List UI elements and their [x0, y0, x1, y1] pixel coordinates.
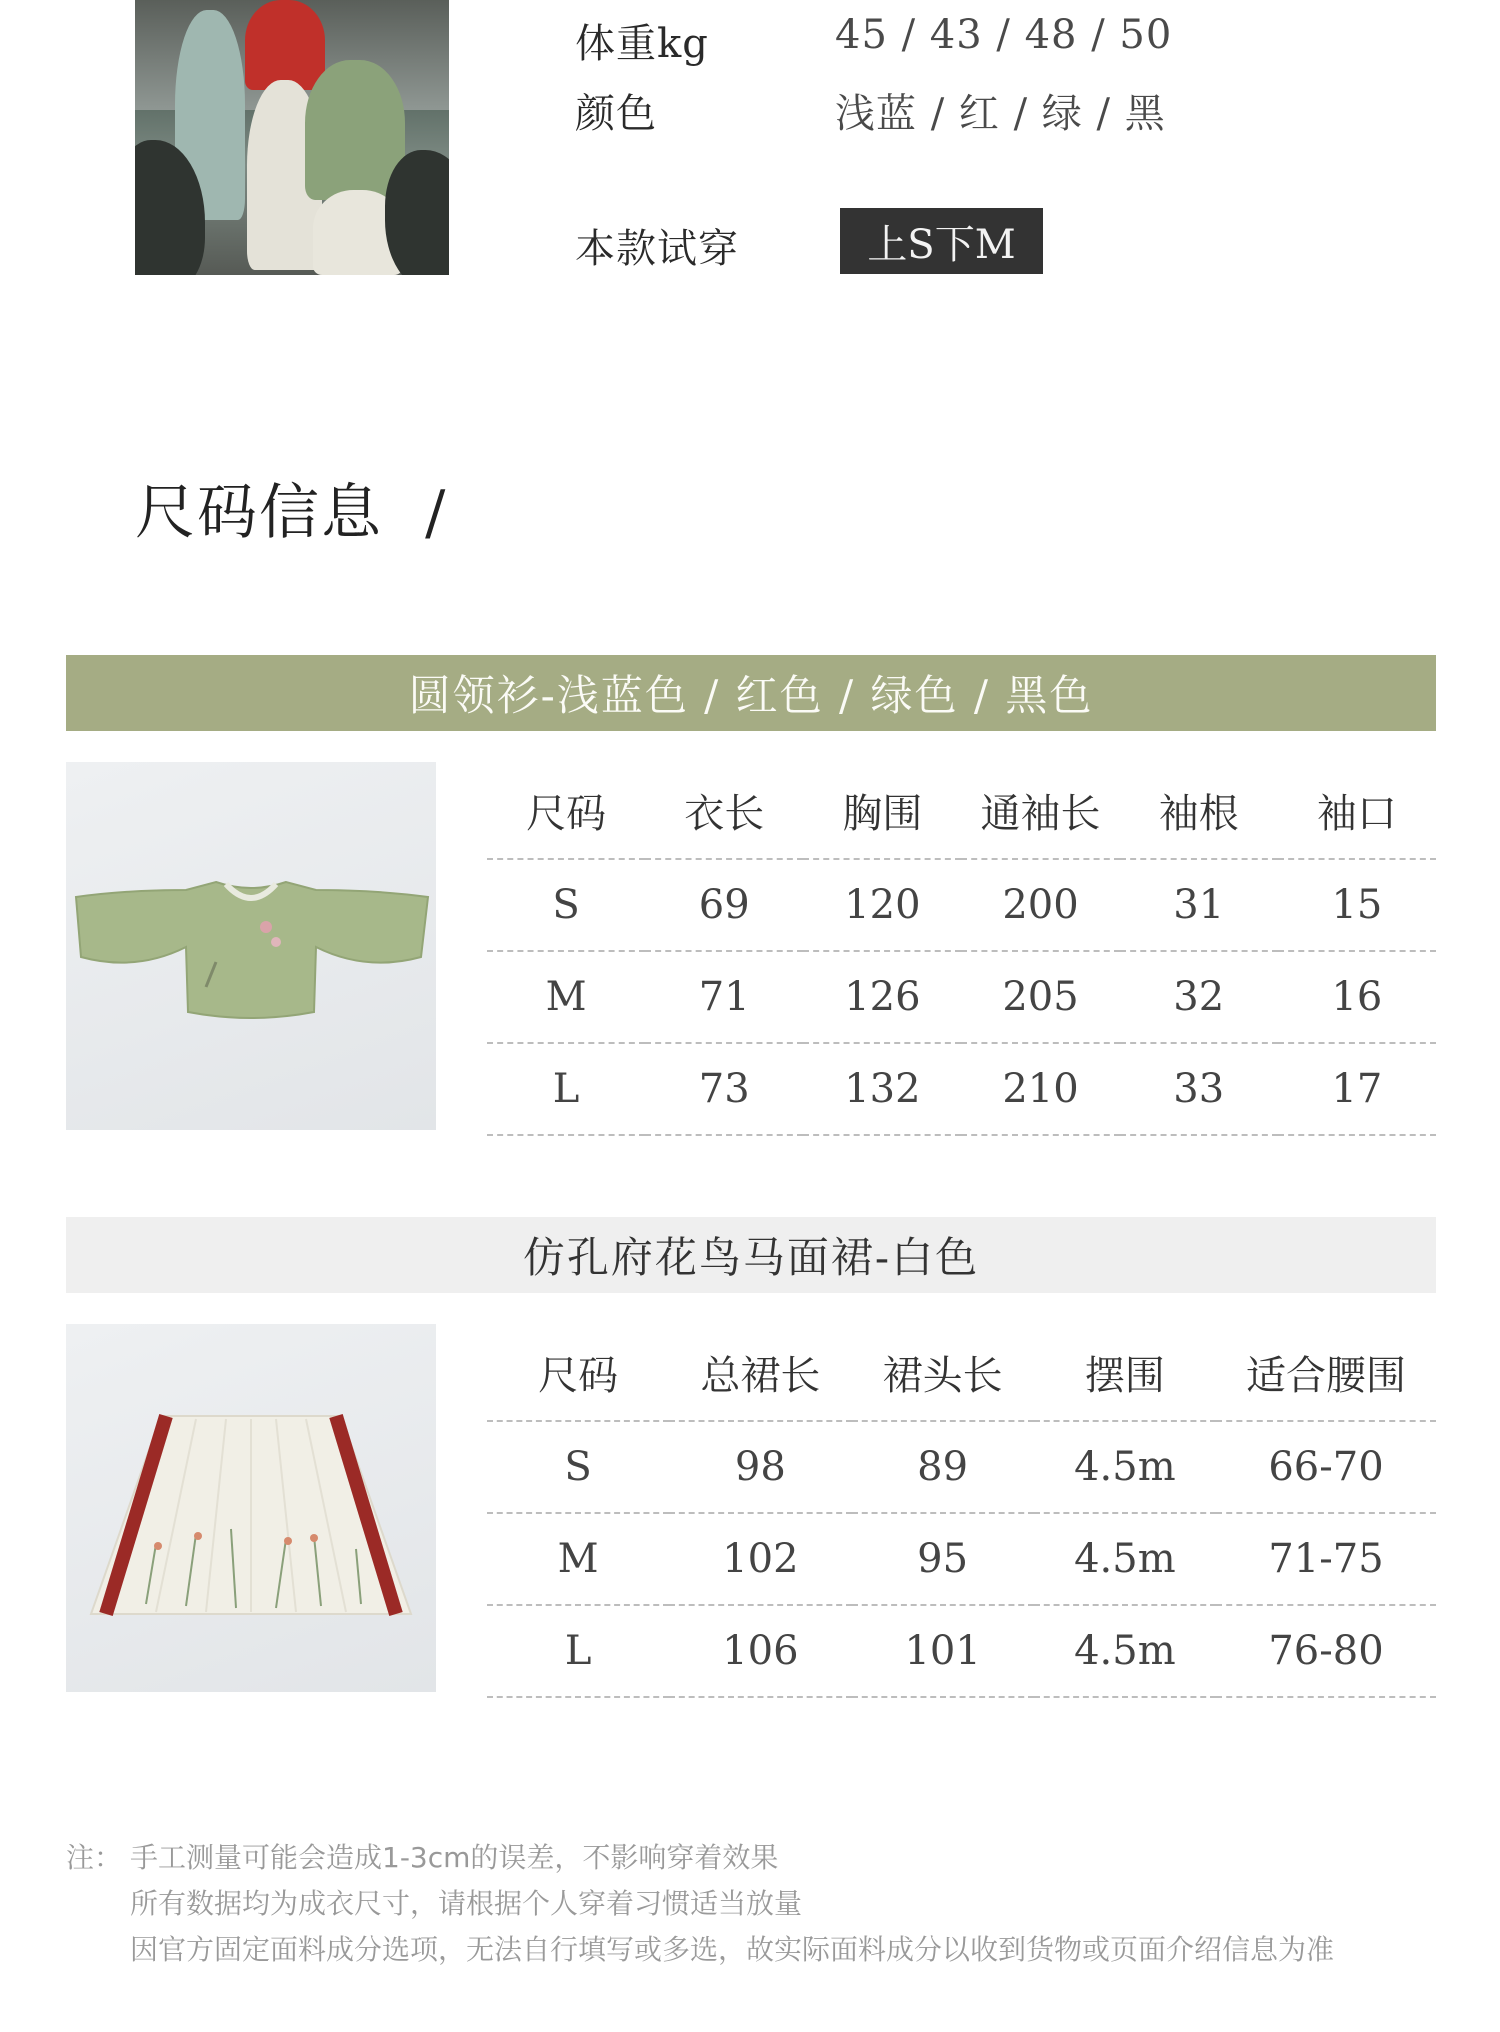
table-cell: S	[487, 1421, 669, 1513]
table-cell: 33	[1120, 1043, 1278, 1135]
table-cell: 126	[803, 951, 961, 1043]
header-cell: 袖口	[1278, 762, 1436, 859]
weight-value: 45 / 43 / 48 / 50	[835, 12, 1173, 58]
table-row	[487, 859, 1436, 951]
table-cell: 132	[803, 1043, 961, 1135]
table-cell: L	[487, 1043, 645, 1135]
table-cell: M	[487, 1513, 669, 1605]
header-cell: 摆围	[1034, 1324, 1216, 1421]
header-cell: 尺码	[487, 1324, 669, 1421]
table-cell: 4.5m	[1034, 1605, 1216, 1697]
table-cell: 4.5m	[1034, 1513, 1216, 1605]
top-garment-title-band: 圆领衫-浅蓝色 / 红色 / 绿色 / 黑色	[66, 655, 1436, 731]
header-cell: 尺码	[487, 762, 645, 859]
header-cell: 胸围	[803, 762, 961, 859]
table-cell: 102	[669, 1513, 851, 1605]
color-value: 浅蓝 / 红 / 绿 / 黑	[835, 91, 1166, 137]
table-cell: 71	[645, 951, 803, 1043]
table-cell: L	[487, 1605, 669, 1697]
header-cell: 适合腰围	[1216, 1324, 1436, 1421]
header-cell: 通袖长	[961, 762, 1119, 859]
table-cell: 17	[1278, 1043, 1436, 1135]
tryon-label: 本款试穿	[575, 226, 739, 272]
table-cell: 66-70	[1216, 1421, 1436, 1513]
table-cell: M	[487, 951, 645, 1043]
table-cell: 31	[1120, 859, 1278, 951]
top-garment-photo	[66, 762, 436, 1130]
table-cell: 89	[852, 1421, 1034, 1513]
table-cell: S	[487, 859, 645, 951]
notes-prefix: 注：	[66, 1841, 123, 1874]
table-row	[487, 1421, 1436, 1513]
table-header-row	[487, 1324, 1436, 1421]
table-cell: 98	[669, 1421, 851, 1513]
table-cell: 210	[961, 1043, 1119, 1135]
skirt-size-table	[487, 1324, 1436, 1698]
table-cell: 69	[645, 859, 803, 951]
table-cell: 32	[1120, 951, 1278, 1043]
header-cell: 裙头长	[852, 1324, 1034, 1421]
weight-label: 体重kg	[575, 21, 709, 67]
table-header-row	[487, 762, 1436, 859]
skirt-title-band: 仿孔府花鸟马面裙-白色	[66, 1217, 1436, 1293]
header-cell: 袖根	[1120, 762, 1278, 859]
table-cell: 95	[852, 1513, 1034, 1605]
top-garment-size-table	[487, 762, 1436, 1136]
table-cell: 101	[852, 1605, 1034, 1697]
notes-block	[66, 1835, 1334, 1973]
table-row	[487, 951, 1436, 1043]
note-line: 所有数据均为成衣尺寸，请根据个人穿着习惯适当放量	[130, 1887, 803, 1920]
table-cell: 71-75	[1216, 1513, 1436, 1605]
color-label: 颜色	[575, 91, 657, 137]
table-cell: 16	[1278, 951, 1436, 1043]
table-cell: 205	[961, 951, 1119, 1043]
table-cell: 4.5m	[1034, 1421, 1216, 1513]
skirt-photo	[66, 1324, 436, 1692]
table-cell: 73	[645, 1043, 803, 1135]
size-info-title: 尺码信息 /	[135, 478, 448, 548]
table-cell: 200	[961, 859, 1119, 951]
table-cell: 15	[1278, 859, 1436, 951]
table-row	[487, 1513, 1436, 1605]
header-cell: 总裙长	[669, 1324, 851, 1421]
table-cell: 76-80	[1216, 1605, 1436, 1697]
header-cell: 衣长	[645, 762, 803, 859]
table-row	[487, 1605, 1436, 1697]
table-cell: 106	[669, 1605, 851, 1697]
model-photo	[135, 0, 449, 275]
note-line: 因官方固定面料成分选项，无法自行填写或多选，故实际面料成分以收到货物或页面介绍信息为准	[130, 1933, 1335, 1966]
tryon-size-badge: 上S下M	[840, 208, 1043, 274]
table-cell: 120	[803, 859, 961, 951]
note-line: 手工测量可能会造成1-3cm的误差，不影响穿着效果	[130, 1841, 779, 1874]
table-row	[487, 1043, 1436, 1135]
